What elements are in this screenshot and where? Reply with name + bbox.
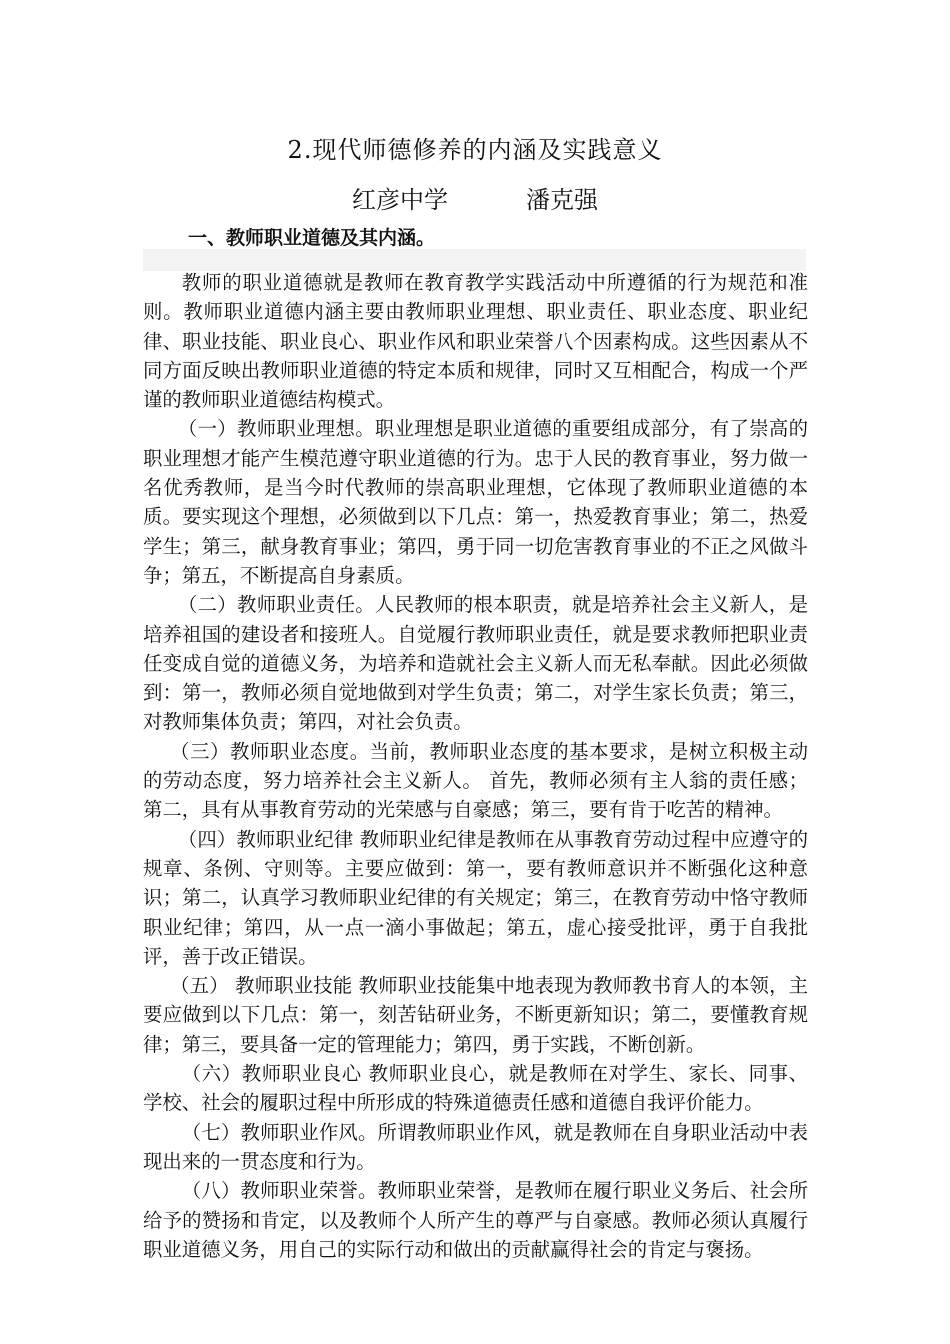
paragraph-career-attitude: （三）教师职业态度。当前，教师职业态度的基本要求，是树立积极主动的劳动态度，努力培养社会主义新人。 首先，教师必须有主人翁的责任感；第二，具有从事教育劳动的光荣感与自豪感；第三，要有肯于吃苦的精神。 [143,739,808,822]
paragraph-career-style: （七）教师职业作风。所谓教师职业作风，就是教师在自身职业活动中表现出来的一贯态度和行为。 [143,1120,808,1173]
paragraph-career-conscience: （六）教师职业良心 教师职业良心，就是教师在对学生、家长、同事、学校、社会的履职过程中所形成的特殊道德责任感和道德自我评价能力。 [143,1062,808,1115]
paragraph-career-honor: （八）教师职业荣誉。教师职业荣誉，是教师在履行职业义务后、社会所给予的赞扬和肯定，以及教师个人所产生的尊严与自豪感。教师必须认真履行职业道德义务，用自己的实际行动和做出的贡献赢得社会的肯定与褒扬。 [143,1179,808,1261]
author-line [0,183,950,217]
document-body [143,268,808,1264]
section-heading: 一、教师职业道德及其内涵。 [188,227,436,249]
school-name: 红彦中学 [352,186,448,214]
paragraph-career-skills: （五） 教师职业技能 教师职业技能集中地表现为教师教书育人的本领，主要应做到以下几点：第一，刻苦钻研业务，不断更新知识；第二，要懂教育规律；第三，要具备一定的管理能力；第四，勇于实践，不断创新。 [143,974,808,1056]
paragraph-career-ideal: （一）教师职业理想。职业理想是职业道德的重要组成部分，有了崇高的职业理想才能产生模范遵守职业道德的行为。忠于人民的教育事业，努力做一名优秀教师，是当今时代教师的崇高职业理想，它体现了教师职业道德的本质。要实现这个理想，必须做到以下几点：第一，热爱教育事业；第二，热爱学生；第三，献身教育事业；第四，勇于同一切危害教育事业的不正之风做斗争；第五，不断提高自身素质。 [143,417,808,587]
paragraph-career-discipline: （四）教师职业纪律 教师职业纪律是教师在从事教育劳动过程中应遵守的规章、条例、守则等。主要应做到：第一，要有教师意识并不断强化这种意识；第二，认真学习教师职业纪律的有关规定；第三，在教育劳动中恪守教师职业纪律；第四，从一点一滴小事做起；第五，虚心接受批评，勇于自我批评，善于改正错误。 [143,827,808,968]
author-name: 潘克强 [526,186,598,214]
paragraph-intro: 教师的职业道德就是教师在教育教学实践活动中所遵循的行为规范和准则。教师职业道德内涵主要由教师职业理想、职业责任、职业态度、职业纪律、职业技能、职业良心、职业作风和职业荣誉八个因素构成。这些因素从不同方面反映出教师职业道德的特定本质和规律，同时又互相配合，构成一个严谨的教师职业道德结构模式。 [143,271,808,412]
document-title: 2.现代师德修养的内涵及实践意义 [287,136,663,164]
paragraph-career-responsibility: （二）教师职业责任。人民教师的根本职责，就是培养社会主义新人，是培养祖国的建设者和接班人。自觉履行教师职业责任，就是要求教师把职业责任变成自觉的道德义务，为培养和造就社会主义新人而无私奉献。因此必须做到：第一，教师必须自觉地做到对学生负责；第二，对学生家长负责；第三，对教师集体负责；第四，对社会负责。 [143,593,808,734]
